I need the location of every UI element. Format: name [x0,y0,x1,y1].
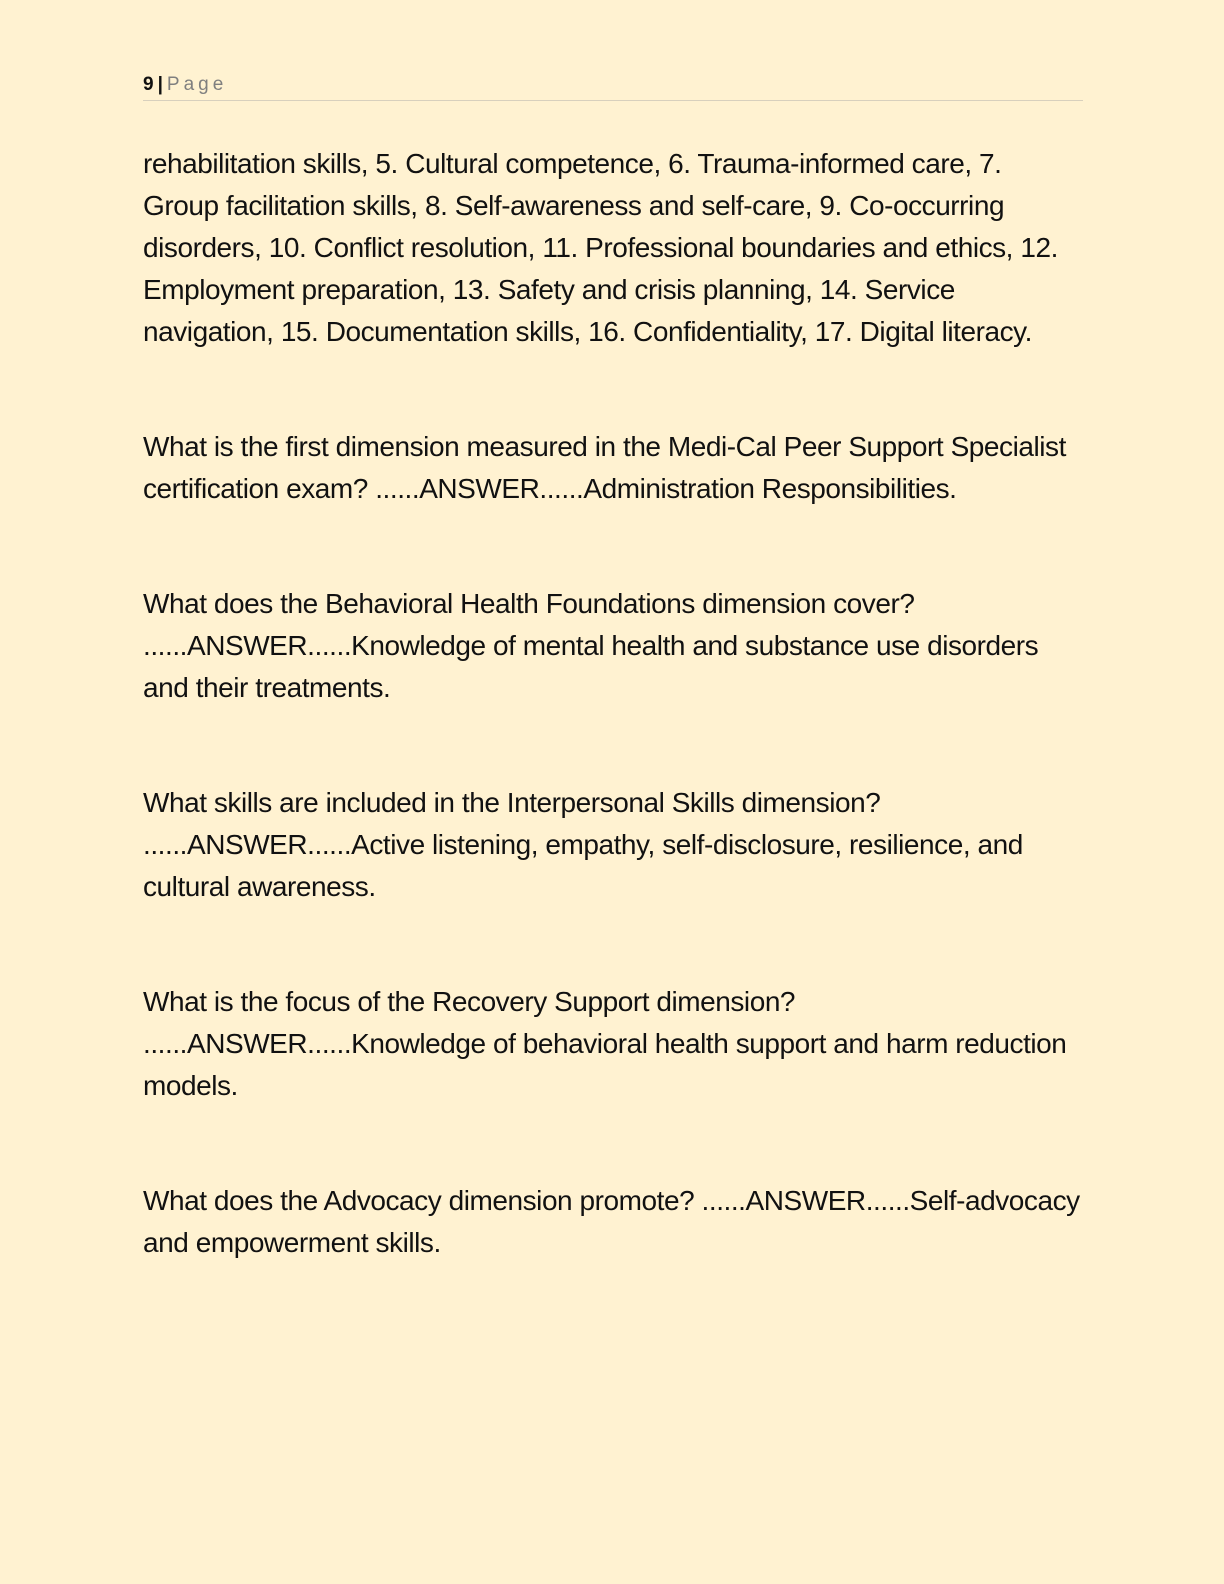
header-separator: | [157,74,163,95]
document-body [143,143,1083,1337]
page-header [143,72,1083,101]
page-label: Page [166,74,228,95]
qa-interpersonal-skills: What skills are included in the Interpersonal Skills dimension? ......ANSWER......Active listening, empathy, self-disclosure, resilience, and cultural awareness. [143,787,1023,902]
qa-advocacy: What does the Advocacy dimension promote? ......ANSWER......Self-advocacy and empowerment skills. [143,1185,1080,1258]
qa-first-dimension: What is the first dimension measured in the Medi-Cal Peer Support Specialist certification exam? ......ANSWER......Administration Responsibilities. [143,431,1066,504]
page-number: 9 [143,74,154,95]
skills-list-paragraph: rehabilitation skills, 5. Cultural competence, 6. Trauma-informed care, 7. Group facilitation skills, 8. Self-awareness and self-care, 9. Co-occurring disorders, 10. Conflict resolution, 11. Professional boundaries and ethics, 12. Employment preparation, 13. Safety and crisis planning, 14. Service navigation, 15. Documentation skills, 16. Confidentiality, 17. Digital literacy. [143,148,1058,347]
qa-recovery-support: What is the focus of the Recovery Support dimension? ......ANSWER......Knowledge of behavioral health support and harm reduction models. [143,986,1067,1101]
qa-behavioral-health-foundations: What does the Behavioral Health Foundations dimension cover? ......ANSWER......Knowledge of mental health and substance use disorders and their treatments. [143,588,1039,703]
